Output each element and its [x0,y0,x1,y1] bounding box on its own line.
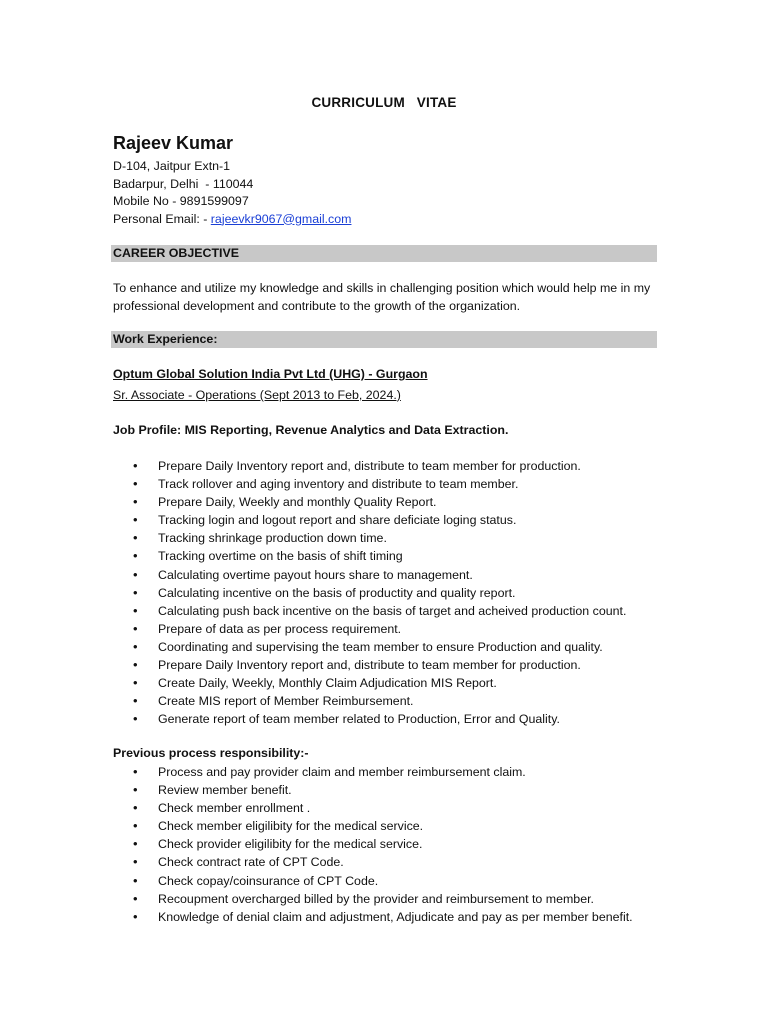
list-item [113,547,626,565]
list-item [113,620,626,638]
list-item [113,710,626,728]
list-item-text: Track rollover and aging inventory and distribute to team member. [158,477,519,492]
bullet-icon: • [133,458,138,473]
job-profile: Job Profile: MIS Reporting, Revenue Analytics and Data Extraction. [113,423,509,437]
company-name: Optum Global Solution India Pvt Ltd (UHG) - Gurgaon [113,367,428,381]
list-item-text: Check copay/coinsurance of CPT Code. [158,873,379,888]
bullet-icon: • [133,854,138,870]
list-item-text: Tracking login and logout report and share deficiate loging status. [158,513,517,528]
bullet-icon: • [133,584,138,600]
list-item [113,872,633,890]
bullet-icon: • [133,800,138,816]
bullet-icon: • [133,657,138,673]
list-item-text: Prepare Daily Inventory report and, distribute to team member for production. [158,459,581,473]
list-item [113,529,626,547]
list-item-text: Calculating overtime payout hours share to management. [158,567,473,582]
previous-process-heading: Previous process responsibility:- [113,746,309,760]
list-item-text: Knowledge of denial claim and adjustment, Adjudicate and pay as per member benefit. [158,909,633,924]
previous-responsibilities-list [113,763,633,926]
bullet-icon: • [133,548,138,564]
address-line-1: D-104, Jaitpur Extn-1 [113,159,231,173]
job-role: Sr. Associate - Operations (Sept 2013 to Feb, 2024.) [113,388,401,402]
list-item-text: Check member eligilibity for the medical service. [158,819,424,834]
bullet-icon: • [133,638,138,654]
list-item [113,817,633,835]
email-label: Personal Email: - [113,211,211,226]
bullet-icon: • [133,782,138,798]
bullet-icon: • [133,494,138,510]
career-objective-heading: CAREER OBJECTIVE [111,245,657,262]
list-item [113,511,626,529]
list-item-text: Prepare Daily Inventory report and, distribute to team member for production. [158,658,581,673]
bullet-icon: • [133,836,138,852]
list-item [113,457,626,475]
list-item-text: Calculating incentive on the basis of productity and quality report. [158,585,516,600]
work-responsibilities-list [113,457,626,728]
list-item [113,602,626,620]
career-objective-text: To enhance and utilize my knowledge and skills in challenging position which would help me in my professional development and contribute to the growth of the organization. [113,281,651,313]
bullet-icon: • [133,693,138,709]
document-title: CURRICULUM VITAE [311,95,457,110]
list-item-text: Prepare of data as per process requirement. [158,621,402,636]
list-item [113,781,633,799]
list-item [113,475,626,493]
list-item [113,584,626,602]
mobile-number: Mobile No - 9891599097 [113,194,249,208]
bullet-icon: • [133,908,138,924]
list-item [113,692,626,710]
list-item [113,890,633,908]
bullet-icon: • [133,711,138,727]
list-item [113,799,633,817]
list-item-text: Prepare Daily, Weekly and monthly Quality Report. [158,495,437,510]
list-item-text: Coordinating and supervising the team member to ensure Production and quality. [158,639,603,654]
list-item [113,656,626,674]
list-item-text: Calculating push back incentive on the basis of target and acheived production count. [158,603,627,618]
list-item [113,835,633,853]
list-item [113,853,633,871]
address-line-2: Badarpur, Delhi - 110044 [113,176,254,191]
contact-block [113,158,351,228]
list-item-text: Tracking shrinkage production down time. [158,531,387,546]
list-item [113,763,633,781]
bullet-icon: • [133,872,138,888]
list-item-text: Review member benefit. [158,783,292,798]
list-item [113,674,626,692]
list-item-text: Process and pay provider claim and member reimbursement claim. [158,765,526,779]
list-item-text: Generate report of team member related to Production, Error and Quality. [158,712,560,727]
list-item-text: Tracking overtime on the basis of shift timing [158,549,403,564]
bullet-icon: • [133,890,138,906]
bullet-icon: • [133,764,138,779]
bullet-icon: • [133,476,138,492]
bullet-icon: • [133,675,138,691]
email-row [113,211,351,229]
bullet-icon: • [133,530,138,546]
work-experience-heading: Work Experience: [111,331,657,348]
list-item-text: Check member enrollment . [158,801,311,816]
list-item [113,908,633,926]
list-item-text: Create MIS report of Member Reimbursement. [158,694,414,709]
candidate-name: Rajeev Kumar [113,133,234,153]
list-item-text: Recoupment overcharged billed by the provider and reimbursement to member. [158,891,594,906]
list-item [113,638,626,656]
list-item [113,493,626,511]
bullet-icon: • [133,602,138,618]
bullet-icon: • [133,566,138,582]
bullet-icon: • [133,512,138,528]
bullet-icon: • [133,818,138,834]
list-item-text: Check contract rate of CPT Code. [158,855,344,870]
list-item-text: Create Daily, Weekly, Monthly Claim Adjudication MIS Report. [158,676,497,691]
bullet-icon: • [133,620,138,636]
list-item-text: Check provider eligilibity for the medical service. [158,837,423,852]
email-link[interactable]: rajeevkr9067@gmail.com [210,211,352,226]
list-item [113,566,626,584]
